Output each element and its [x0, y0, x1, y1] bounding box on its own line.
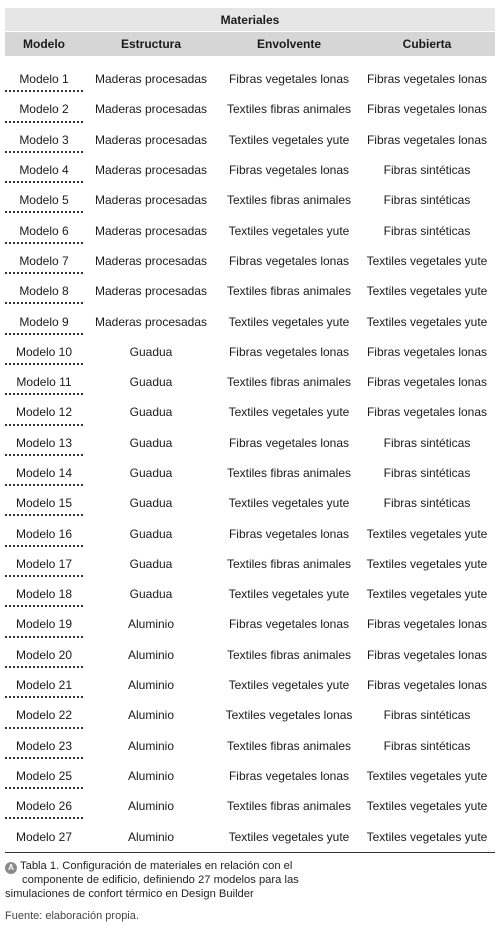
cell-modelo: Modelo 23	[15, 738, 73, 753]
cell-modelo: Modelo 10	[15, 344, 73, 359]
cell-envolvente: Textiles fibras animales	[226, 375, 352, 390]
column-header-modelo: Modelo	[23, 37, 65, 51]
column-header-estructura: Estructura	[120, 37, 182, 51]
cell-estructura: Maderas procesadas	[94, 284, 208, 299]
cell-envolvente: Textiles vegetales yute	[228, 132, 350, 147]
table-row	[5, 731, 495, 761]
cell-estructura: Aluminio	[127, 768, 175, 783]
cell-modelo: Modelo 11	[16, 375, 72, 390]
cell-estructura: Maderas procesadas	[94, 253, 208, 268]
cell-modelo: Modelo 7	[19, 253, 69, 268]
cell-cubierta: Textiles vegetales yute	[366, 556, 488, 571]
column-header-envolvente: Envolvente	[256, 37, 322, 51]
cell-estructura: Maderas procesadas	[94, 223, 208, 238]
table-row	[5, 337, 495, 367]
table-row	[5, 185, 495, 215]
table-row	[5, 609, 495, 639]
cell-estructura: Guadua	[129, 466, 173, 480]
cell-envolvente: Textiles fibras animales	[226, 193, 352, 208]
cell-estructura: Guadua	[129, 405, 173, 420]
table-row	[5, 791, 495, 821]
table-row	[5, 579, 495, 609]
table-row	[5, 821, 495, 851]
cell-estructura: Guadua	[129, 375, 173, 390]
cell-estructura: Aluminio	[127, 738, 175, 753]
cell-modelo: Modelo 4	[19, 163, 69, 178]
source-note: Fuente: elaboración propia.	[5, 910, 139, 922]
cell-envolvente: Fibras vegetales lonas	[228, 72, 350, 87]
cell-cubierta: Fibras sintéticas	[383, 708, 471, 723]
cell-cubierta: Textiles vegetales yute	[366, 587, 488, 602]
table-row	[5, 125, 495, 155]
cell-estructura: Maderas procesadas	[94, 132, 208, 147]
table-row	[5, 518, 495, 548]
cell-modelo: Modelo 19	[15, 617, 73, 632]
cell-envolvente: Fibras vegetales lonas	[228, 253, 350, 268]
cell-cubierta: Fibras vegetales lonas	[366, 344, 488, 359]
cell-cubierta: Textiles vegetales yute	[366, 526, 488, 541]
cell-estructura: Guadua	[129, 435, 173, 450]
cell-modelo: Modelo 21	[15, 678, 73, 693]
cell-estructura: Aluminio	[127, 647, 175, 662]
cell-estructura: Maderas procesadas	[94, 72, 208, 87]
cell-modelo: Modelo 16	[15, 526, 73, 541]
cell-estructura: Aluminio	[127, 799, 175, 814]
cell-estructura: Aluminio	[127, 829, 175, 844]
cell-cubierta: Fibras vegetales lonas	[366, 405, 488, 420]
cell-modelo: Modelo 2	[19, 102, 69, 117]
table-row	[5, 397, 495, 427]
table-row	[5, 64, 495, 94]
cell-envolvente: Textiles vegetales yute	[228, 678, 350, 693]
cell-envolvente: Textiles fibras animales	[226, 102, 352, 117]
table-row	[5, 94, 495, 124]
cell-envolvente: Textiles fibras animales	[226, 799, 352, 814]
table-row	[5, 306, 495, 336]
cell-estructura: Guadua	[129, 587, 173, 602]
cell-envolvente: Fibras vegetales lonas	[228, 617, 350, 632]
cell-estructura: Maderas procesadas	[94, 193, 208, 208]
table-row	[5, 367, 495, 397]
cell-modelo: Modelo 27	[15, 829, 73, 844]
table-row	[5, 700, 495, 730]
table-column-headers	[5, 32, 495, 56]
caption-line-2: componente de edificio, definiendo 27 modelos para las	[22, 874, 299, 886]
cell-modelo: Modelo 25	[15, 768, 73, 783]
table-row	[5, 428, 495, 458]
cell-cubierta: Fibras sintéticas	[383, 223, 471, 238]
cell-cubierta: Textiles vegetales yute	[366, 314, 488, 329]
cell-envolvente: Textiles vegetales yute	[228, 314, 350, 329]
cell-envolvente: Fibras vegetales lonas	[228, 435, 350, 450]
cell-envolvente: Textiles vegetales yute	[228, 829, 350, 844]
cell-cubierta: Fibras sintéticas	[383, 496, 471, 511]
cell-envolvente: Textiles vegetales yute	[228, 587, 350, 602]
cell-cubierta: Fibras vegetales lonas	[366, 647, 488, 662]
cell-estructura: Guadua	[129, 556, 173, 571]
cell-estructura: Guadua	[129, 344, 173, 359]
cell-cubierta: Fibras vegetales lonas	[366, 102, 488, 117]
cell-cubierta: Textiles vegetales yute	[366, 253, 488, 268]
cell-cubierta: Fibras sintéticas	[383, 163, 471, 178]
cell-modelo: Modelo 6	[19, 223, 69, 238]
table-row	[5, 458, 495, 488]
cell-envolvente: Textiles fibras animales	[226, 647, 352, 662]
table-row	[5, 640, 495, 670]
cell-cubierta: Fibras sintéticas	[383, 193, 471, 208]
caption-line-3: simulaciones de confort térmico en Design Builder	[5, 887, 254, 900]
cell-cubierta: Fibras sintéticas	[383, 435, 471, 450]
table-row	[5, 215, 495, 245]
cell-cubierta: Textiles vegetales yute	[366, 829, 488, 844]
cell-estructura: Aluminio	[127, 617, 175, 632]
cell-estructura: Aluminio	[127, 678, 175, 693]
cell-cubierta: Textiles vegetales yute	[366, 284, 488, 299]
cell-envolvente: Textiles fibras animales	[226, 738, 352, 753]
cell-modelo: Modelo 1	[19, 72, 69, 87]
cell-estructura: Maderas procesadas	[94, 102, 208, 117]
cell-cubierta: Fibras vegetales lonas	[366, 617, 488, 632]
cell-envolvente: Textiles fibras animales	[226, 284, 352, 299]
cell-estructura: Maderas procesadas	[94, 314, 208, 329]
table-row	[5, 246, 495, 276]
table-row	[5, 155, 495, 185]
cell-estructura: Aluminio	[127, 708, 175, 723]
cell-estructura: Maderas procesadas	[94, 163, 208, 178]
table-row	[5, 670, 495, 700]
cell-envolvente: Textiles vegetales yute	[228, 223, 350, 238]
cell-envolvente: Textiles vegetales lonas	[225, 708, 353, 723]
cell-estructura: Guadua	[129, 526, 173, 541]
cell-envolvente: Textiles fibras animales	[226, 556, 352, 571]
table-row	[5, 761, 495, 791]
materials-table	[5, 8, 495, 853]
cell-envolvente: Textiles fibras animales	[226, 466, 352, 480]
table-bottom-rule	[5, 852, 495, 853]
table-group-header	[5, 8, 495, 32]
cell-envolvente: Textiles vegetales yute	[228, 405, 350, 420]
cell-modelo: Modelo 18	[15, 587, 73, 602]
cell-modelo: Modelo 22	[15, 708, 73, 723]
cell-envolvente: Fibras vegetales lonas	[228, 344, 350, 359]
cell-modelo: Modelo 8	[19, 284, 69, 299]
cell-cubierta: Textiles vegetales yute	[366, 799, 488, 814]
cell-cubierta: Fibras vegetales lonas	[366, 678, 488, 693]
table-row	[5, 549, 495, 579]
cell-cubierta: Fibras vegetales lonas	[366, 72, 488, 87]
info-icon: A	[5, 862, 17, 874]
table-body	[5, 56, 495, 852]
cell-modelo: Modelo 26	[15, 799, 73, 814]
cell-modelo: Modelo 17	[15, 556, 73, 571]
cell-envolvente: Fibras vegetales lonas	[228, 768, 350, 783]
cell-modelo: Modelo 5	[19, 193, 69, 208]
cell-modelo: Modelo 20	[15, 647, 73, 662]
cell-cubierta: Fibras vegetales lonas	[366, 132, 488, 147]
table-caption	[5, 860, 335, 901]
cell-cubierta: Fibras vegetales lonas	[366, 375, 488, 390]
column-header-cubierta: Cubierta	[402, 37, 452, 51]
cell-cubierta: Textiles vegetales yute	[366, 768, 488, 783]
cell-modelo: Modelo 15	[15, 496, 73, 511]
cell-envolvente: Fibras vegetales lonas	[228, 163, 350, 178]
cell-envolvente: Fibras vegetales lonas	[228, 526, 350, 541]
table-row	[5, 276, 495, 306]
cell-modelo: Modelo 14	[15, 466, 73, 480]
table-row	[5, 488, 495, 518]
cell-modelo: Modelo 9	[19, 314, 69, 329]
cell-modelo: Modelo 3	[19, 132, 69, 147]
cell-envolvente: Textiles vegetales yute	[228, 496, 350, 511]
cell-modelo: Modelo 13	[15, 435, 73, 450]
cell-cubierta: Fibras sintéticas	[383, 738, 471, 753]
cell-modelo: Modelo 12	[15, 405, 73, 420]
caption-line-1: Tabla 1. Configuración de materiales en relación con el	[20, 860, 293, 872]
cell-cubierta: Fibras sintéticas	[383, 466, 471, 480]
group-header-label: Materiales	[220, 12, 280, 27]
cell-estructura: Guadua	[129, 496, 173, 511]
